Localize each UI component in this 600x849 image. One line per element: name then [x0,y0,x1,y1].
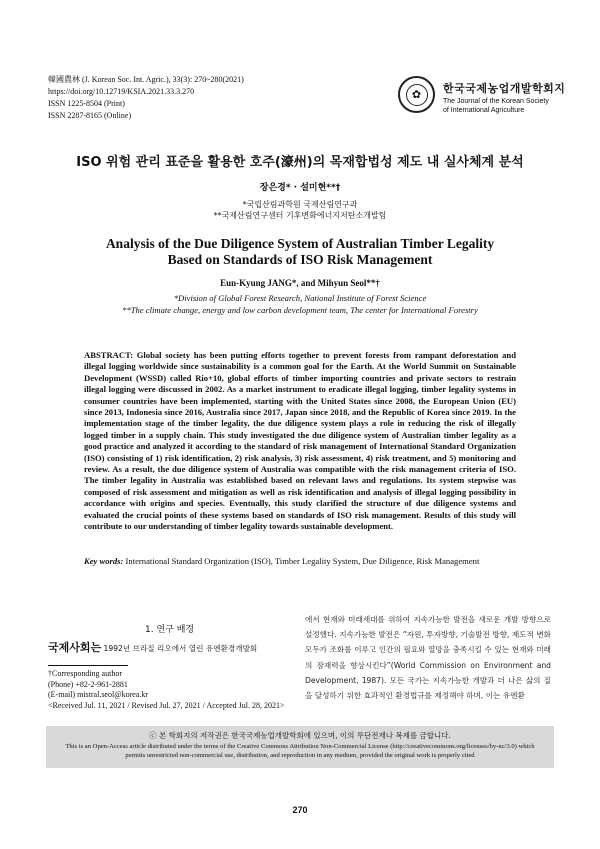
title-english-line1: Analysis of the Due Diligence System of Australian Timber Legality [105,236,495,251]
footnote [48,669,284,711]
authors-english: Eun-Kyung JANG*, and Mihyun Seol**† [220,278,380,288]
society-name-english [443,97,549,115]
license-terms-line2: permits unrestricted non-commercial use, distribution, and reproduction in any medium, provided the original work is properly cited [125,752,475,759]
issn-online: ISSN 2287-8165 (Online) [48,111,132,120]
affiliation-english-1: *Division of Global Forest Research, National Institute of Forest Science [173,293,427,303]
title-english-line2: Based on Standards of ISO Risk Management [167,252,433,267]
page-number: 270 [292,805,308,815]
keywords-label: Key words: [84,556,124,566]
issn-print: ISSN 1225-8504 (Print) [48,99,125,108]
footnote-email: (E-mail) mistral.seol@korea.kr [48,690,148,699]
paper-title-english [0,236,600,268]
affiliation-korean-2: **국제산림연구센터 기후변화에너지저탄소개발팀 [213,211,387,220]
paper-title-korean: ISO 위험 관리 표준을 활용한 호주(濠州)의 목재합법성 제도 내 실사체계 분석 [76,155,524,170]
journal-citation: 韓國農林 (J. Korean Soc. Int. Agric.), 33(3): 270~280(2021) [48,75,244,84]
intro-lead-word: 국제사회는 [48,641,102,654]
footnote-dates: <Received Jul. 11, 2021 / Revised Jul. 27, 2021 / Accepted Jul. 28, 2021> [48,700,285,710]
keywords-text: International Standard Organization (ISO), Timber Legality System, Due Diligence, Risk Management [125,556,480,566]
body-right-column: 에서 현재와 미래세대를 위하여 지속가능한 발전을 새로운 개발 방향으로 설정했다. 지속가능한 발전은 “자원, 투자방향, 기술발전 방향, 제도적 변화 모두가 조화를 이루고 인간의 필요와 열망을 충족시킬 수 있는 현재와 미래의 잠재력을 향상시킨다”(World Commission on Environment and Development, 1987). 모든 국가는 지속가능한 개발과 더 나은 삶의 질을 달성하기 위한 효과적인 환경법규를 제정해야 하며, 이는 유엔환 [305,615,551,701]
footnote-phone: (Phone) +82-2-961-2881 [48,679,128,689]
intro-lead-rest: 1992년 브라질 리오에서 열린 유엔환경개발회 [101,644,258,653]
footnote-corresponding: †Corresponding author [48,669,122,678]
license-terms [0,742,600,760]
doi-link[interactable]: https://doi.org/10.12719/KSIA.2021.33.3.270 [48,87,195,96]
keywords [84,556,516,567]
society-emblem-icon [398,76,435,113]
abstract: ABSTRACT: Global society has been putting efforts together to prevent forests from rampant deforestation and illegal logging worldwide since sustainability is a common goal for the Earth. At the World Summit on Sustainable Development (WSSD) called Rio+10, global efforts of timber importing countries and private sectors to restrain illegal logging were discussed in 2002. As a market instrument to eradicate illegal logging, timber legality systems in consumer countries have been implemented, starting with the United States since 2008, the European Union (EU) since 2013, Indonesia since 2016, Australia since 2017, Japan since 2018, and the Republic of Korea since 2019. In the implementation stage of the timber legality, the due diligence system plays a role in reducing the risk of illegally logged timber in a supply chain. This study investigated the due diligence system of Australian timber legality as a good practice and analyzed it according to the standard of risk management of International Standard Organization (ISO) consisting of 1) risk identification, 2) risk analysis, 3) risk assessment, 4) risk treatment, and 5) monitoring and review. As a result, the due diligence system of Australia was compatible with the risk management criteria of ISO. The timber legality in Australia was established based on relevant laws and regulations. Its system stepwise was composed of risk assessment and mitigation as well as risk identification and analysis of illegal logging possibility in accordance with origins and species. Eventually, this study clarified the structure of due diligence systems and evaluated the crucial points of these systems based on standards of ISO risk management. Results of this study will contribute to our understanding of timber legality towards sustainable development. [84,350,516,532]
intro-first-line [48,639,257,655]
society-name-english-line2: of International Agriculture [443,107,525,114]
emblem-inner-ring: ✿ [406,84,428,106]
license-copyright: ⓒ 본 학회지의 저작권은 한국국제농업개발학회에 있으며, 이의 무단전재나 복제를 금합니다. [149,731,451,740]
section-heading: 1. 연구 배경 [145,625,195,635]
license-terms-line1: This is an Open-Access article distributed under the terms of the Creative Commons Attribution Non-Commercial License (http://creativecommons.org/licenses/by-nc/3.0) which [65,743,535,750]
footnote-divider [48,665,128,666]
affiliation-english-2: **The climate change, energy and low carbon development team, The center for International Forestry [122,305,478,315]
society-name-korean: 한국국제농업개발학회지 [443,82,566,95]
affiliation-korean-1: *국립산림과학원 국제산림연구과 [242,200,358,209]
society-name-english-line1: The Journal of the Korean Society [443,98,549,105]
authors-korean: 장은경* · 설미현**† [259,183,341,193]
